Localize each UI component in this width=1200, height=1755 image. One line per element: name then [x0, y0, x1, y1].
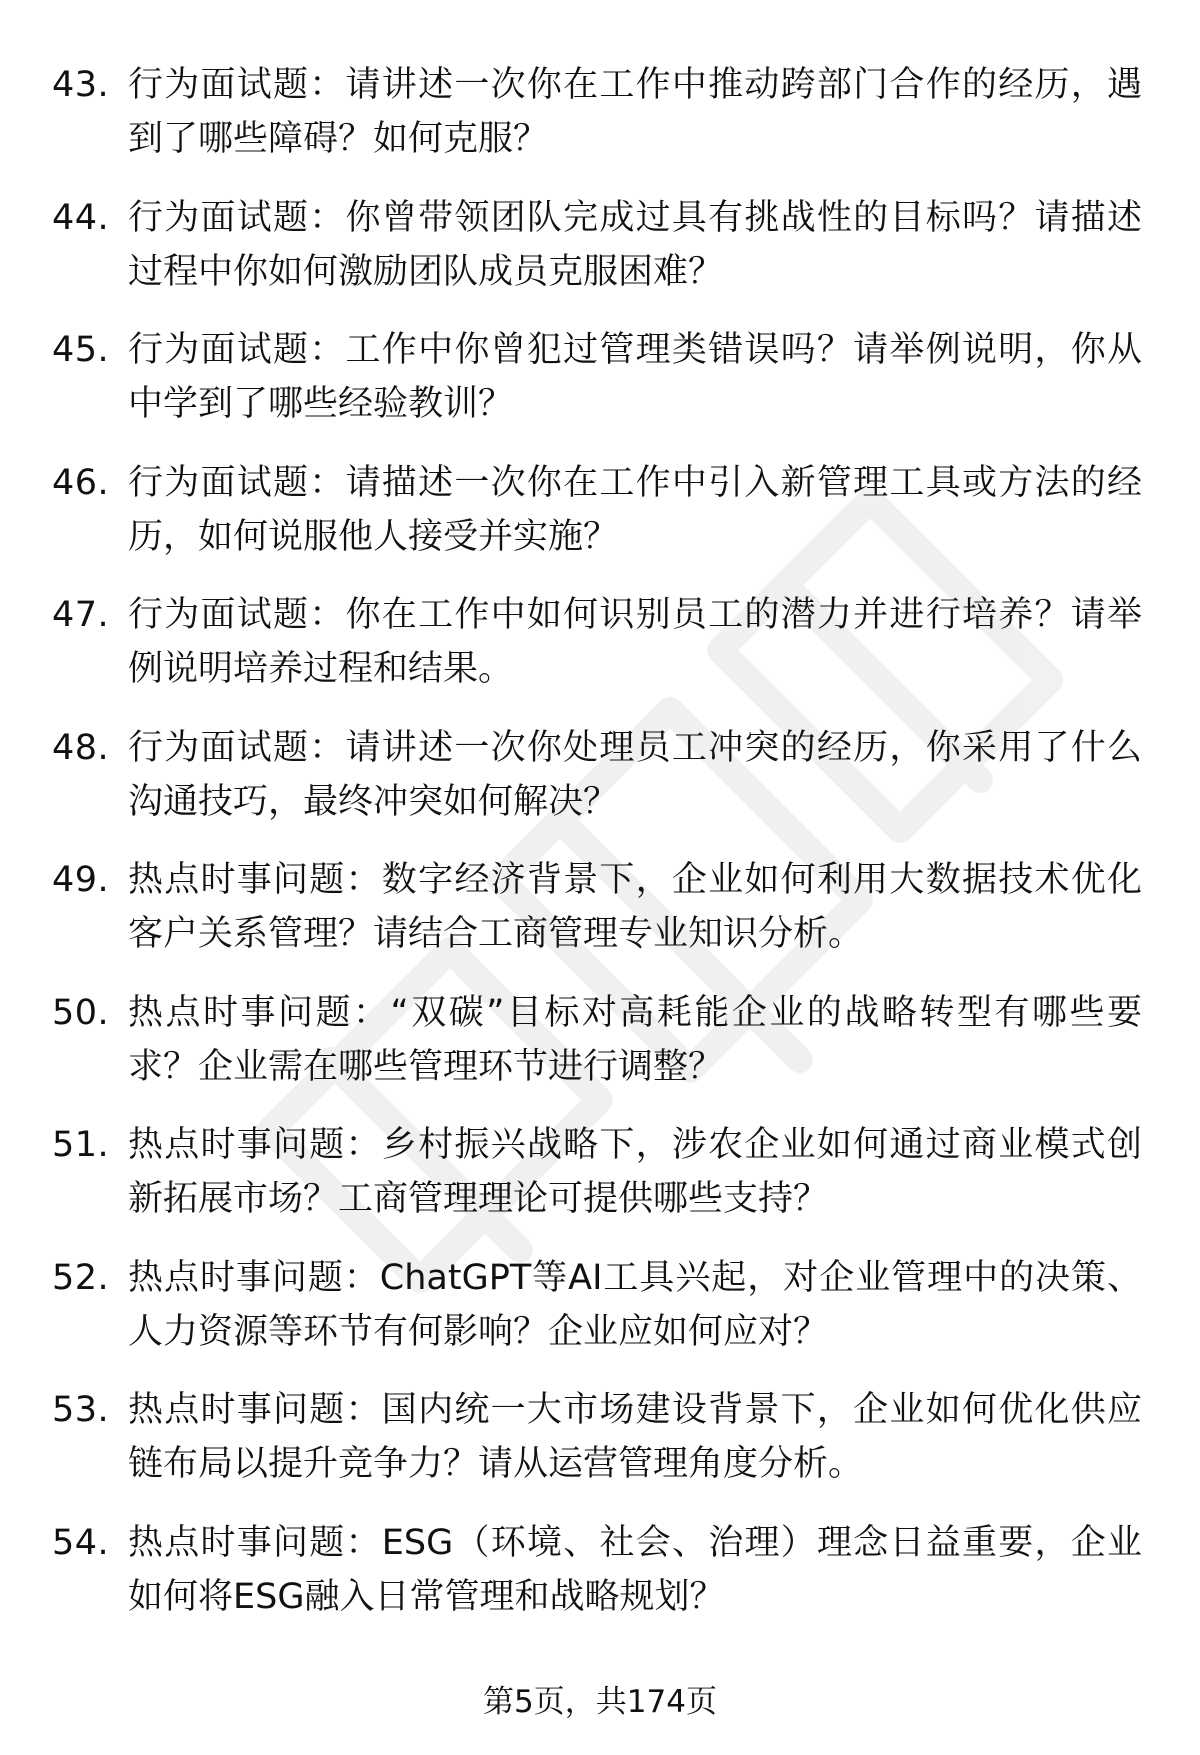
question-number: 47.	[52, 595, 110, 635]
question-number: 53.	[52, 1390, 110, 1430]
question-item	[52, 456, 1142, 589]
question-item	[52, 191, 1142, 324]
question-text: 热点时事问题：数字经济背景下，企业如何利用大数据技术优化客户关系管理？请结合工商管理专业知识分析。	[128, 860, 1142, 954]
question-number: 44.	[52, 197, 110, 238]
question-number: 45.	[52, 330, 110, 370]
question-text: 行为面试题：工作中你曾犯过管理类错误吗？请举例说明，你从中学到了哪些经验教训？	[128, 330, 1142, 424]
question-text: 行为面试题：请讲述一次你处理员工冲突的经历，你采用了什么沟通技巧，最终冲突如何解决？	[128, 727, 1142, 822]
question-item	[52, 58, 1142, 191]
question-text: 热点时事问题：ESG（环境、社会、治理）理念日益重要，企业如何将ESG融入日常管理和战略规划？	[128, 1522, 1142, 1617]
question-number: 49.	[52, 860, 110, 900]
question-number: 51.	[52, 1125, 110, 1165]
question-text: 热点时事问题：乡村振兴战略下，涉农企业如何通过商业模式创新拓展市场？工商管理理论可提供哪些支持？	[128, 1125, 1142, 1219]
question-item	[52, 1383, 1142, 1516]
question-text: 行为面试题：你在工作中如何识别员工的潜力并进行培养？请举例说明培养过程和结果。	[128, 595, 1142, 689]
question-item	[52, 1516, 1142, 1649]
question-text: 热点时事问题：“双碳”目标对高耗能企业的战略转型有哪些要求？企业需在哪些管理环节进行调整？	[128, 992, 1142, 1087]
question-number: 54.	[52, 1522, 110, 1563]
question-text: 行为面试题：你曾带领团队完成过具有挑战性的目标吗？请描述过程中你如何激励团队成员克服困难？	[128, 197, 1142, 292]
question-text: 行为面试题：请讲述一次你在工作中推动跨部门合作的经历，遇到了哪些障碍？如何克服？	[128, 65, 1142, 159]
question-item	[52, 588, 1142, 721]
question-item	[52, 721, 1142, 854]
question-text: 热点时事问题：ChatGPT等AI工具兴起，对企业管理中的决策、人力资源等环节有何影响？企业应如何应对？	[128, 1257, 1142, 1352]
question-item	[52, 1251, 1142, 1384]
question-item	[52, 323, 1142, 456]
question-number: 46.	[52, 462, 110, 503]
question-number: 48.	[52, 727, 110, 768]
question-item	[52, 853, 1142, 986]
question-item	[52, 1118, 1142, 1251]
question-text: 热点时事问题：国内统一大市场建设背景下，企业如何优化供应链布局以提升竞争力？请从运营管理角度分析。	[128, 1390, 1142, 1484]
question-text: 行为面试题：请描述一次你在工作中引入新管理工具或方法的经历，如何说服他人接受并实施？	[128, 462, 1142, 557]
question-number: 50.	[52, 992, 110, 1033]
question-item	[52, 986, 1142, 1119]
question-list	[52, 58, 1142, 1648]
page-number-footer: 第5页，共174页	[483, 1684, 717, 1720]
question-number: 52.	[52, 1257, 110, 1298]
question-number: 43.	[52, 65, 110, 105]
